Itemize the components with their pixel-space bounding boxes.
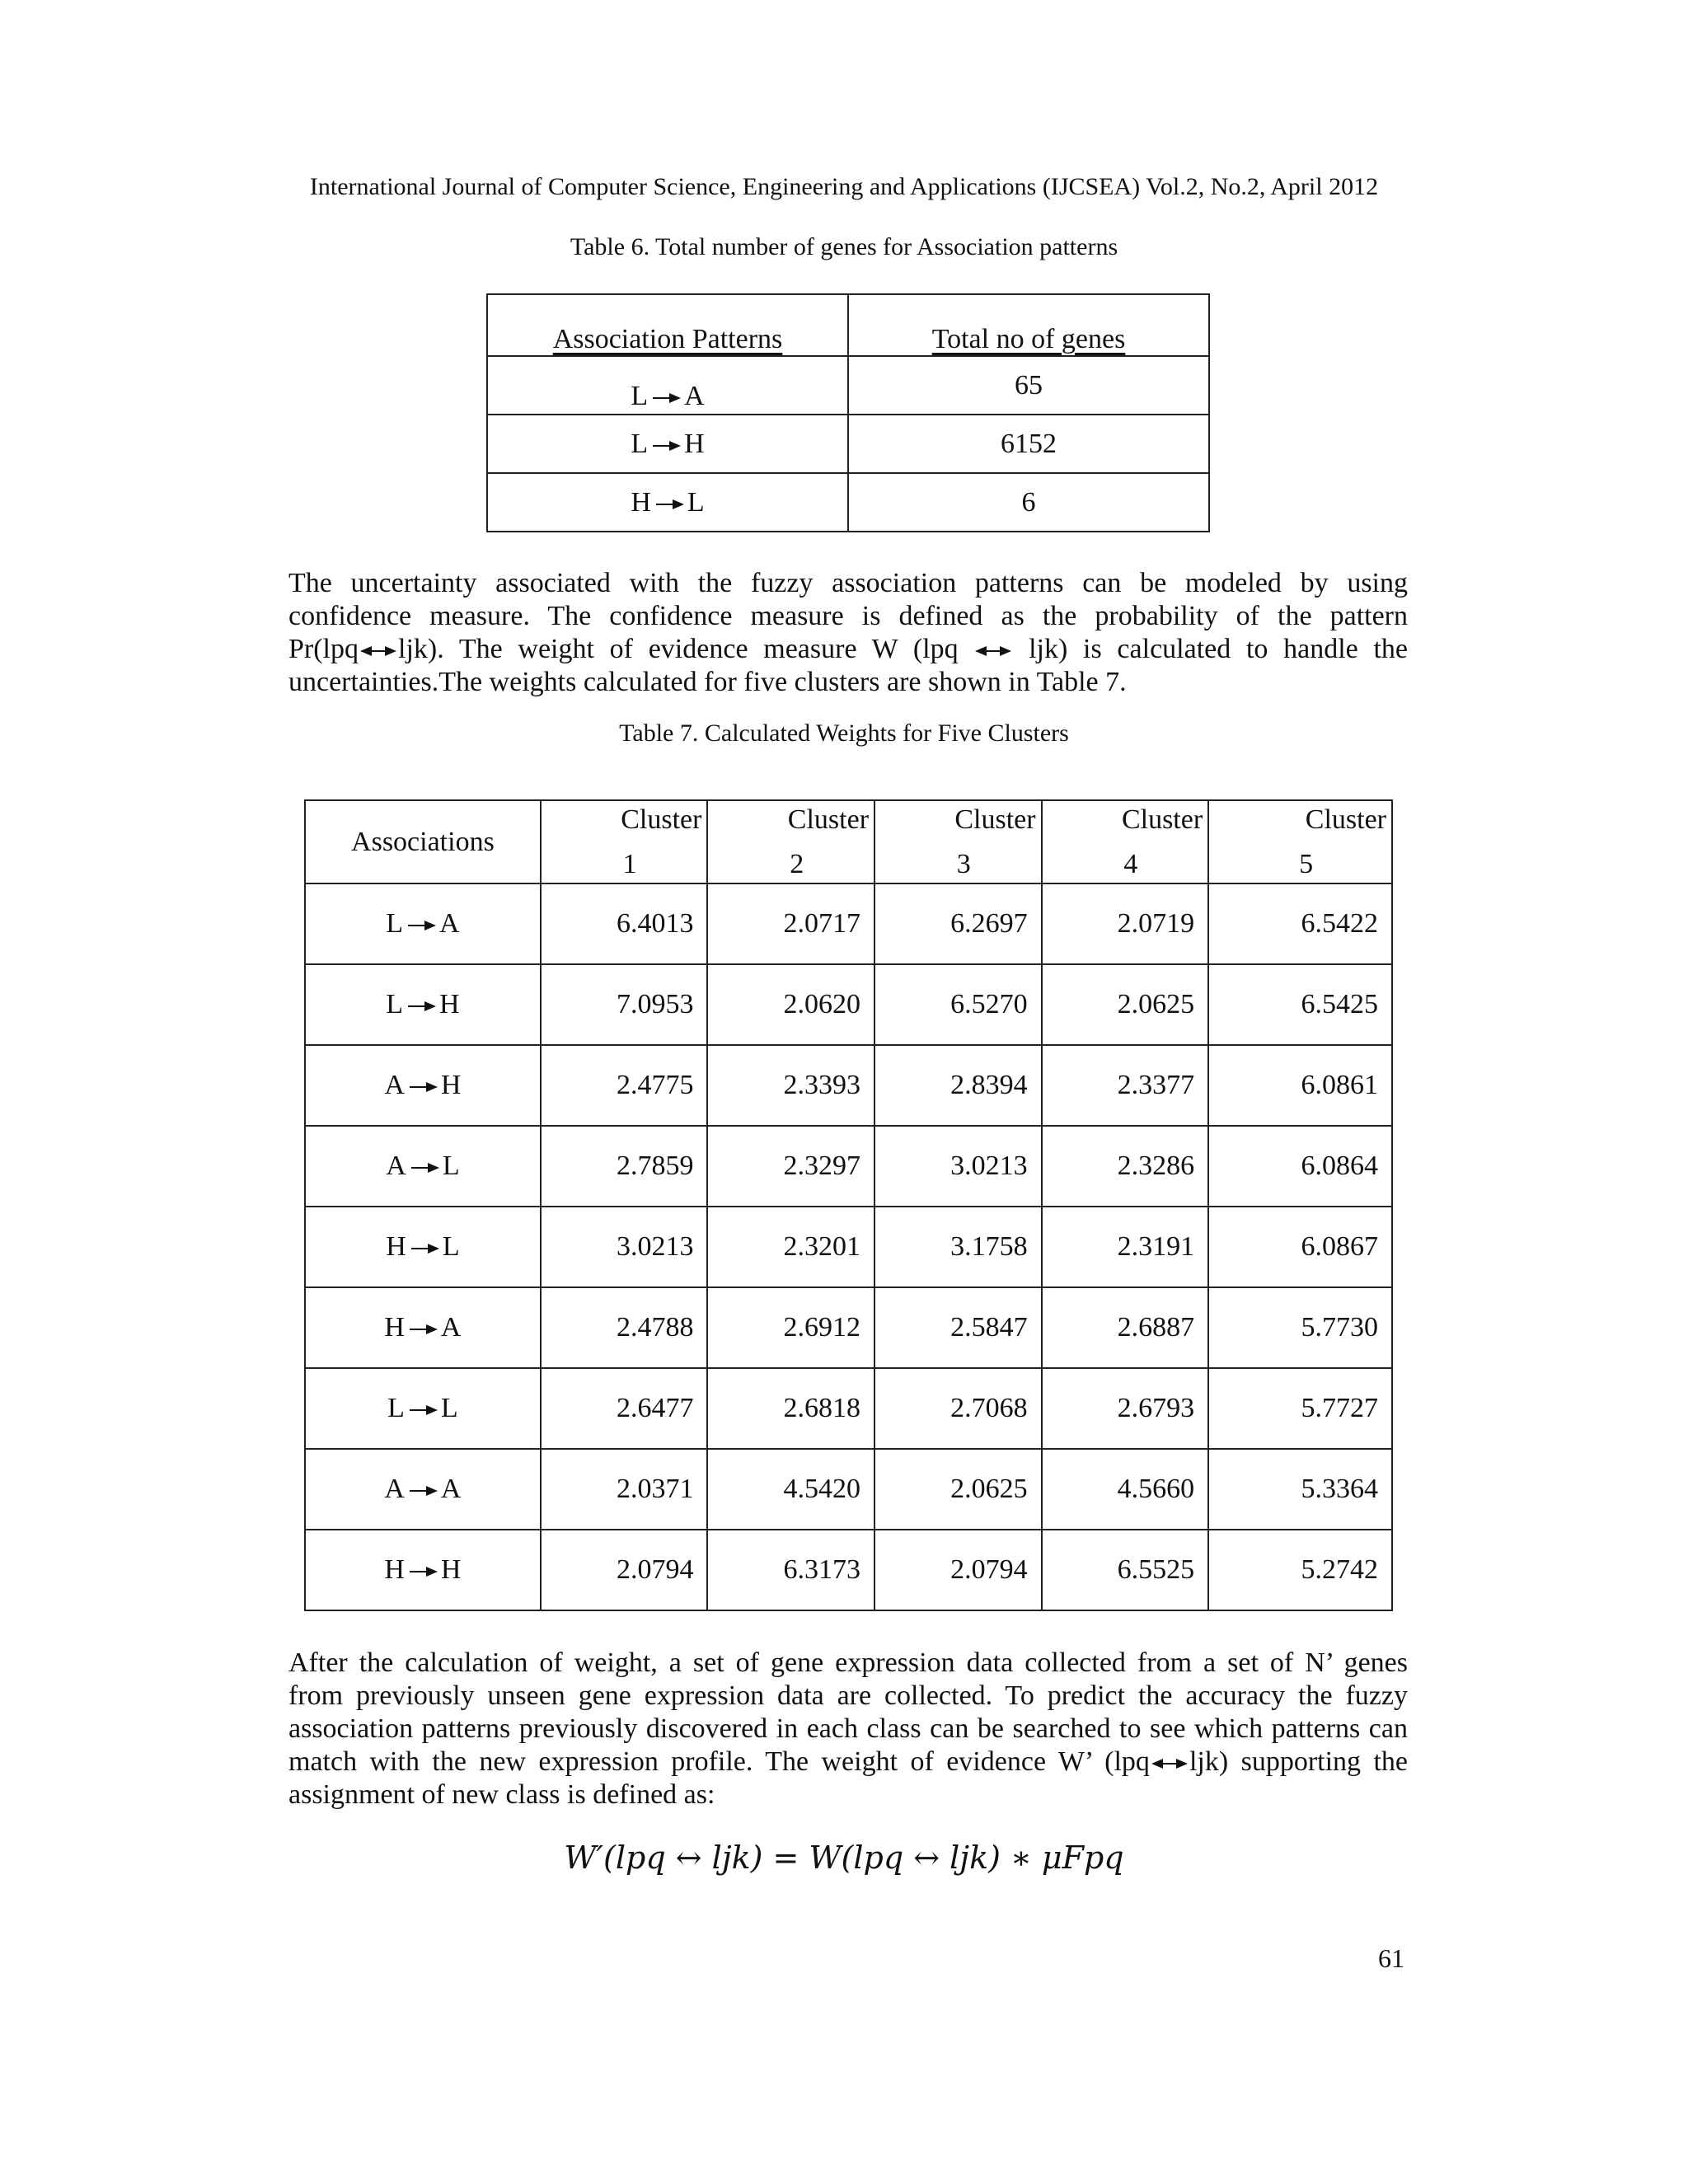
- weight-cell: 7.0953: [541, 964, 708, 1045]
- table6-header-row: [487, 294, 1209, 356]
- weight-cell: 6.5525: [1042, 1530, 1209, 1610]
- cluster-header: Cluster 3: [874, 800, 1042, 883]
- gene-count: 6152: [848, 415, 1209, 473]
- right-arrow-icon: [656, 499, 684, 509]
- gene-count: 65: [848, 356, 1209, 415]
- right-arrow-icon: [410, 1405, 438, 1415]
- paragraph-line: The uncertainty associated with the fuzzy association patterns can be modeled by using: [288, 568, 1408, 598]
- association-cell: H H: [305, 1530, 541, 1610]
- right-arrow-icon: [411, 1244, 439, 1254]
- paragraph-line: from previously unseen gene expression data are collected. To predict the accuracy the fuzzy: [288, 1680, 1408, 1711]
- double-arrow-icon: [360, 646, 396, 656]
- table6-header-patterns: Association Patterns: [487, 294, 848, 356]
- right-arrow-icon: [653, 393, 681, 403]
- weight-cell: 6.2697: [874, 883, 1042, 964]
- association-cell: L A: [305, 883, 541, 964]
- weight-cell: 2.3201: [707, 1207, 874, 1287]
- weight-cell: 2.8394: [874, 1045, 1042, 1126]
- paragraph-line: assignment of new class is defined as:: [288, 1779, 715, 1810]
- gene-count: 6: [848, 473, 1209, 532]
- weight-cell: 5.3364: [1208, 1449, 1392, 1530]
- association-cell: L L: [305, 1368, 541, 1449]
- table6-header-genes: Total no of genes: [848, 294, 1209, 356]
- association-cell: L H: [305, 964, 541, 1045]
- weight-cell: 6.5270: [874, 964, 1042, 1045]
- weight-cell: 2.0794: [541, 1530, 708, 1610]
- weight-cell: 2.6912: [707, 1287, 874, 1368]
- cluster-header: Cluster 4: [1042, 800, 1209, 883]
- right-arrow-icon: [411, 1163, 439, 1173]
- weight-cell: 4.5420: [707, 1449, 874, 1530]
- weight-cell: 3.0213: [874, 1126, 1042, 1207]
- weight-cell: 2.3191: [1042, 1207, 1209, 1287]
- paragraph-line: uncertainties.The weights calculated for five clusters are shown in Table 7.: [288, 667, 1127, 697]
- weight-cell: 2.0620: [707, 964, 874, 1045]
- table-row: [305, 1045, 1392, 1126]
- weight-cell: 2.3377: [1042, 1045, 1209, 1126]
- right-arrow-icon: [408, 1001, 436, 1011]
- paragraph-uncertainty: [288, 567, 1408, 699]
- table-row: [305, 1287, 1392, 1368]
- weight-cell: 3.0213: [541, 1207, 708, 1287]
- weight-cell: 2.0719: [1042, 883, 1209, 964]
- paragraph-prediction: [288, 1647, 1408, 1811]
- right-arrow-icon: [653, 441, 681, 451]
- weight-cell: 2.4775: [541, 1045, 708, 1126]
- association-cell: H A: [305, 1287, 541, 1368]
- weight-cell: 2.0371: [541, 1449, 708, 1530]
- table7-header-row: [305, 800, 1392, 883]
- weight-cell: 5.2742: [1208, 1530, 1392, 1610]
- weight-cell: 6.0861: [1208, 1045, 1392, 1126]
- association-cell: A H: [305, 1045, 541, 1126]
- running-head: International Journal of Computer Science, Engineering and Applications (IJCSEA) Vol.2, No.2, April 2012: [309, 173, 1379, 200]
- cluster-header: Cluster 2: [707, 800, 874, 883]
- table-row: [487, 473, 1209, 532]
- cluster-header: Cluster 5: [1208, 800, 1392, 883]
- weight-cell: 5.7730: [1208, 1287, 1392, 1368]
- weight-cell: 5.7727: [1208, 1368, 1392, 1449]
- association-pattern: L H: [487, 415, 848, 473]
- table6-caption: Table 6. Total number of genes for Association patterns: [570, 233, 1118, 260]
- double-arrow-icon: [975, 646, 1011, 656]
- weight-equation: W′(lpq ↔ ljk) = W(lpq ↔ ljk) ∗ μFpq: [564, 1840, 1124, 1876]
- table-row: [305, 1530, 1392, 1610]
- weight-cell: 2.3286: [1042, 1126, 1209, 1207]
- weight-cell: 6.0864: [1208, 1126, 1392, 1207]
- association-cell: H L: [305, 1207, 541, 1287]
- paragraph-line: association patterns previously discovered in each class can be searched to see which patterns can: [288, 1713, 1408, 1744]
- weight-cell: 2.6793: [1042, 1368, 1209, 1449]
- table7-caption: Table 7. Calculated Weights for Five Clusters: [619, 719, 1069, 747]
- weight-cell: 6.4013: [541, 883, 708, 964]
- right-arrow-icon: [410, 1567, 438, 1577]
- weight-cell: 2.6887: [1042, 1287, 1209, 1368]
- weight-cell: 2.7859: [541, 1126, 708, 1207]
- weight-cell: 2.0794: [874, 1530, 1042, 1610]
- right-arrow-icon: [410, 1486, 438, 1496]
- paragraph-line: match with the new expression profile. The weight of evidence W’ (lpq ljk) supporting the: [288, 1746, 1408, 1777]
- table-row: [305, 1126, 1392, 1207]
- table-row: [305, 1449, 1392, 1530]
- table6: [486, 293, 1210, 532]
- table-row: [305, 1207, 1392, 1287]
- table-row: [305, 883, 1392, 964]
- weight-cell: 4.5660: [1042, 1449, 1209, 1530]
- association-pattern: H L: [487, 473, 848, 532]
- table7-body: [305, 800, 1392, 1610]
- table-row: [487, 415, 1209, 473]
- weight-cell: 6.0867: [1208, 1207, 1392, 1287]
- right-arrow-icon: [410, 1082, 438, 1092]
- association-cell: A L: [305, 1126, 541, 1207]
- right-arrow-icon: [408, 921, 436, 930]
- weight-cell: 2.5847: [874, 1287, 1042, 1368]
- weight-cell: 2.6818: [707, 1368, 874, 1449]
- weight-cell: 6.3173: [707, 1530, 874, 1610]
- double-arrow-icon: [1151, 1759, 1188, 1769]
- weight-cell: 2.4788: [541, 1287, 708, 1368]
- table-row: [487, 356, 1209, 415]
- weight-cell: 3.1758: [874, 1207, 1042, 1287]
- weight-cell: 2.3393: [707, 1045, 874, 1126]
- weight-cell: 6.5425: [1208, 964, 1392, 1045]
- table-row: [305, 1368, 1392, 1449]
- weight-cell: 2.3297: [707, 1126, 874, 1207]
- cluster-header: Cluster 1: [541, 800, 708, 883]
- table7: [304, 799, 1393, 1611]
- association-pattern: L A: [487, 356, 848, 415]
- right-arrow-icon: [410, 1324, 438, 1334]
- table-row: [305, 964, 1392, 1045]
- weight-cell: 2.0717: [707, 883, 874, 964]
- paragraph-line: Pr(lpq ljk). The weight of evidence measure W (lpq ljk) is calculated to handle the: [288, 634, 1409, 664]
- weight-cell: 2.6477: [541, 1368, 708, 1449]
- weight-cell: 2.0625: [874, 1449, 1042, 1530]
- paragraph-line: After the calculation of weight, a set of gene expression data collected from a set of N’ genes: [288, 1647, 1408, 1678]
- weight-cell: 6.5422: [1208, 883, 1392, 964]
- paragraph-line: confidence measure. The confidence measure is defined as the probability of the pattern: [288, 601, 1408, 631]
- weight-cell: 2.7068: [874, 1368, 1042, 1449]
- weight-cell: 2.0625: [1042, 964, 1209, 1045]
- page-number: 61: [1378, 1943, 1404, 1973]
- association-cell: A A: [305, 1449, 541, 1530]
- associations-header: Associations: [305, 800, 541, 883]
